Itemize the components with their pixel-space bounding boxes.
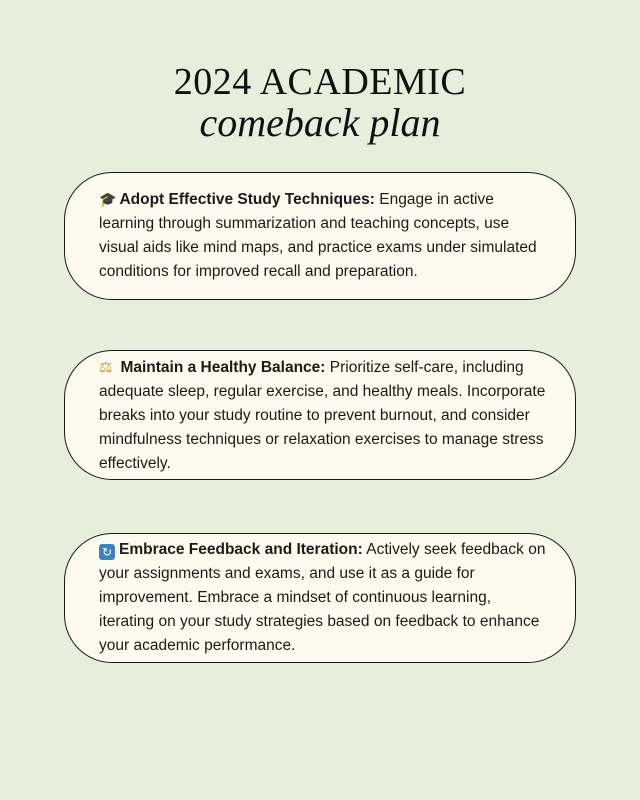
tip-text: [99, 355, 549, 476]
balance-scale-icon: ⚖: [99, 357, 113, 376]
tip-heading: Embrace Feedback and Iteration:: [119, 541, 363, 558]
tip-heading: Maintain a Healthy Balance:: [120, 358, 326, 376]
tip-text: [99, 188, 549, 284]
tip-card-feedback-iteration: [64, 533, 576, 663]
page-title: [0, 62, 640, 144]
title-line-1: 2024 ACADEMIC: [173, 61, 467, 103]
graduation-cap-icon: 🎓: [99, 192, 117, 208]
sync-arrows-icon: ↻: [99, 544, 115, 560]
tip-body: Actively seek feedback on your assignments and exams, and use it as a guide for improvement. Embrace a mindset of continuous learning, iterating on your study strategies based on feedback to enhance your academic performance.: [99, 541, 546, 654]
tip-card-healthy-balance: [64, 350, 576, 480]
tip-heading: Adopt Effective Study Techniques:: [119, 191, 375, 208]
tip-text: [99, 538, 549, 658]
tip-card-study-techniques: [64, 172, 576, 300]
title-line-2: comeback plan: [199, 100, 441, 145]
tip-body: Prioritize self-care, including adequate sleep, regular exercise, and healthy meals. Incorporate breaks into your study routine to prevent burnout, and consider mindfulness techniques or relaxation exercises to manage stress effectively.: [99, 358, 546, 472]
tip-body: Engage in active learning through summarization and teaching concepts, use visual aids like mind maps, and practice exams under simulated conditions for improved recall and preparation.: [99, 191, 537, 280]
